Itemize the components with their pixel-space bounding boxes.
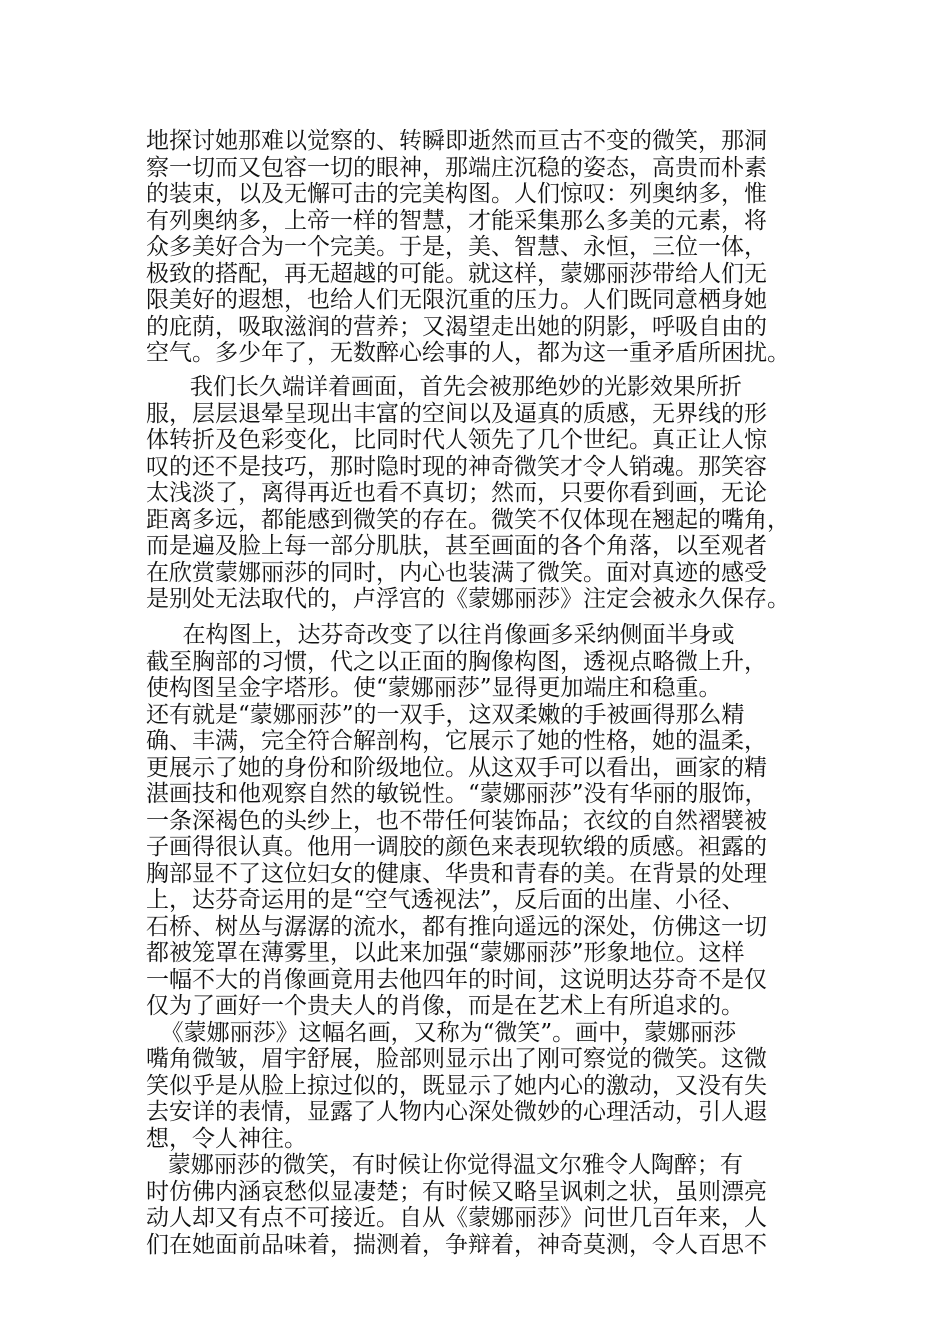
text-line: 体转折及色彩变化，比同时代人领先了几个世纪。真正让人惊 (146, 427, 767, 453)
text-line: 去安详的表情，显露了人物内心深处微妙的心理活动，引人遐 (146, 1099, 767, 1125)
text-line: 距离多远，都能感到微笑的存在。微笑不仅体现在翘起的嘴角， (146, 506, 790, 533)
text-line: 在构图上，达芬奇改变了以往肖像画多采纳侧面半身或 (146, 622, 735, 648)
text-line: 空气。多少年了，无数醉心绘事的人，都为这一重矛盾所困扰。 (146, 340, 790, 366)
text-line: 是别处无法取代的，卢浮宫的《蒙娜丽莎》注定会被永久保存。 (146, 586, 790, 612)
text-line: 极致的搭配，再无超越的可能。就这样，蒙娜丽莎带给人们无 (146, 260, 767, 287)
text-line: 子画得很认真。他用一调胶的颜色来表现软缎的质感。袒露的 (146, 834, 767, 860)
text-line: 确、丰满，完全符合解剖构，它展示了她的性格，她的温柔， (146, 728, 767, 754)
text-line: 更展示了她的身份和阶级地位。从这双手可以看出，画家的精 (146, 754, 767, 781)
text-line: 嘴角微皱，眉宇舒展，脸部则显示出了刚可察觉的微笑。这微 (146, 1046, 767, 1072)
text-line: 们在她面前品味着，揣测着，争辩着，神奇莫测，令人百思不 (146, 1231, 767, 1258)
text-line: 地探讨她那难以觉察的、转瞬即逝然而亘古不变的微笑，那洞 (146, 128, 767, 154)
text-line: 使构图呈金字塔形。使“蒙娜丽莎”显得更加端庄和稳重。 (146, 675, 722, 701)
text-line: 笑似乎是从脸上掠过似的，既显示了她内心的激动，又没有失 (146, 1072, 767, 1099)
text-line: 的庇荫，吸取滋润的营养；又渴望走出她的阴影，呼吸自由的 (146, 313, 767, 340)
text-line: 一条深褐色的头纱上，也不带任何装饰品；衣纹的自然褶襞被 (146, 807, 767, 834)
text-line: 还有就是“蒙娜丽莎”的一双手，这双柔嫩的手被画得那么精 (146, 701, 745, 728)
text-line: 在欣赏蒙娜丽莎的同时，内心也装满了微笑。面对真迹的感受 (146, 559, 767, 586)
paragraph-3 (146, 622, 836, 1258)
text-line: 有列奥纳多，上帝一样的智慧，才能采集那么多美的元素，将 (146, 207, 767, 234)
paragraph-1 (146, 128, 836, 367)
text-line: 服，层层退晕呈现出丰富的空间以及逼真的质感，无界线的形 (146, 400, 767, 427)
text-line: 限美好的遐想，也给人们无限沉重的压力。人们既同意栖身她 (146, 287, 767, 313)
text-line: 蒙娜丽莎的微笑，有时候让你觉得温文尔雅令人陶醉；有 (146, 1152, 743, 1178)
text-line: 想，令人神往。 (146, 1125, 307, 1152)
paragraph-2 (146, 374, 836, 613)
text-line: 石桥、树丛与潺潺的流水，都有推向遥远的深处，仿佛这一切 (146, 913, 767, 940)
text-line: 而是遍及脸上每一部分肌肤，甚至画面的各个角落，以至观者 (146, 533, 767, 559)
text-line: 胸部显不了这位妇女的健康、华贵和青春的美。在背景的处理 (146, 860, 767, 887)
text-line: 察一切而又包容一切的眼神，那端庄沉稳的姿态，高贵而朴素 (146, 154, 767, 181)
text-line: 都被笼罩在薄雾里，以此来加强“蒙娜丽莎”形象地位。这样 (146, 940, 745, 966)
text-line: 仅为了画好一个贵夫人的肖像，而是在艺术上有所追求的。 (146, 993, 744, 1019)
text-line: 动人却又有点不可接近。自从《蒙娜丽莎》问世几百年来，人 (146, 1205, 767, 1231)
text-line: 湛画技和他观察自然的敏锐性。“蒙娜丽莎”没有华丽的服饰， (146, 781, 768, 807)
text-line: 《蒙娜丽莎》这幅名画，又称为“微笑”。画中，蒙娜丽莎 (146, 1019, 737, 1046)
text-line: 我们长久端详着画面，首先会被那绝妙的光影效果所折 (146, 374, 742, 400)
text-line: 叹的还不是技巧，那时隐时现的神奇微笑才令人销魂。那笑容 (146, 453, 767, 480)
text-line: 的装束，以及无懈可击的完美构图。人们惊叹：列奥纳多，惟 (146, 181, 767, 207)
text-line: 上，达芬奇运用的是“空气透视法”，反后面的出崖、小径、 (146, 887, 745, 913)
text-line: 时仿佛内涵哀愁似显凄楚；有时候又略呈讽刺之状，虽则漂亮 (146, 1178, 767, 1205)
text-line: 截至胸部的习惯，代之以正面的胸像构图，透视点略微上升， (146, 648, 767, 675)
text-line: 一幅不大的肖像画竟用去他四年的时间，这说明达芬奇不是仅 (146, 966, 767, 993)
text-line: 太浅淡了，离得再近也看不真切；然而，只要你看到画，无论 (146, 480, 767, 506)
text-line: 众多美好合为一个完美。于是，美、智慧、永恒，三位一体， (146, 234, 767, 260)
